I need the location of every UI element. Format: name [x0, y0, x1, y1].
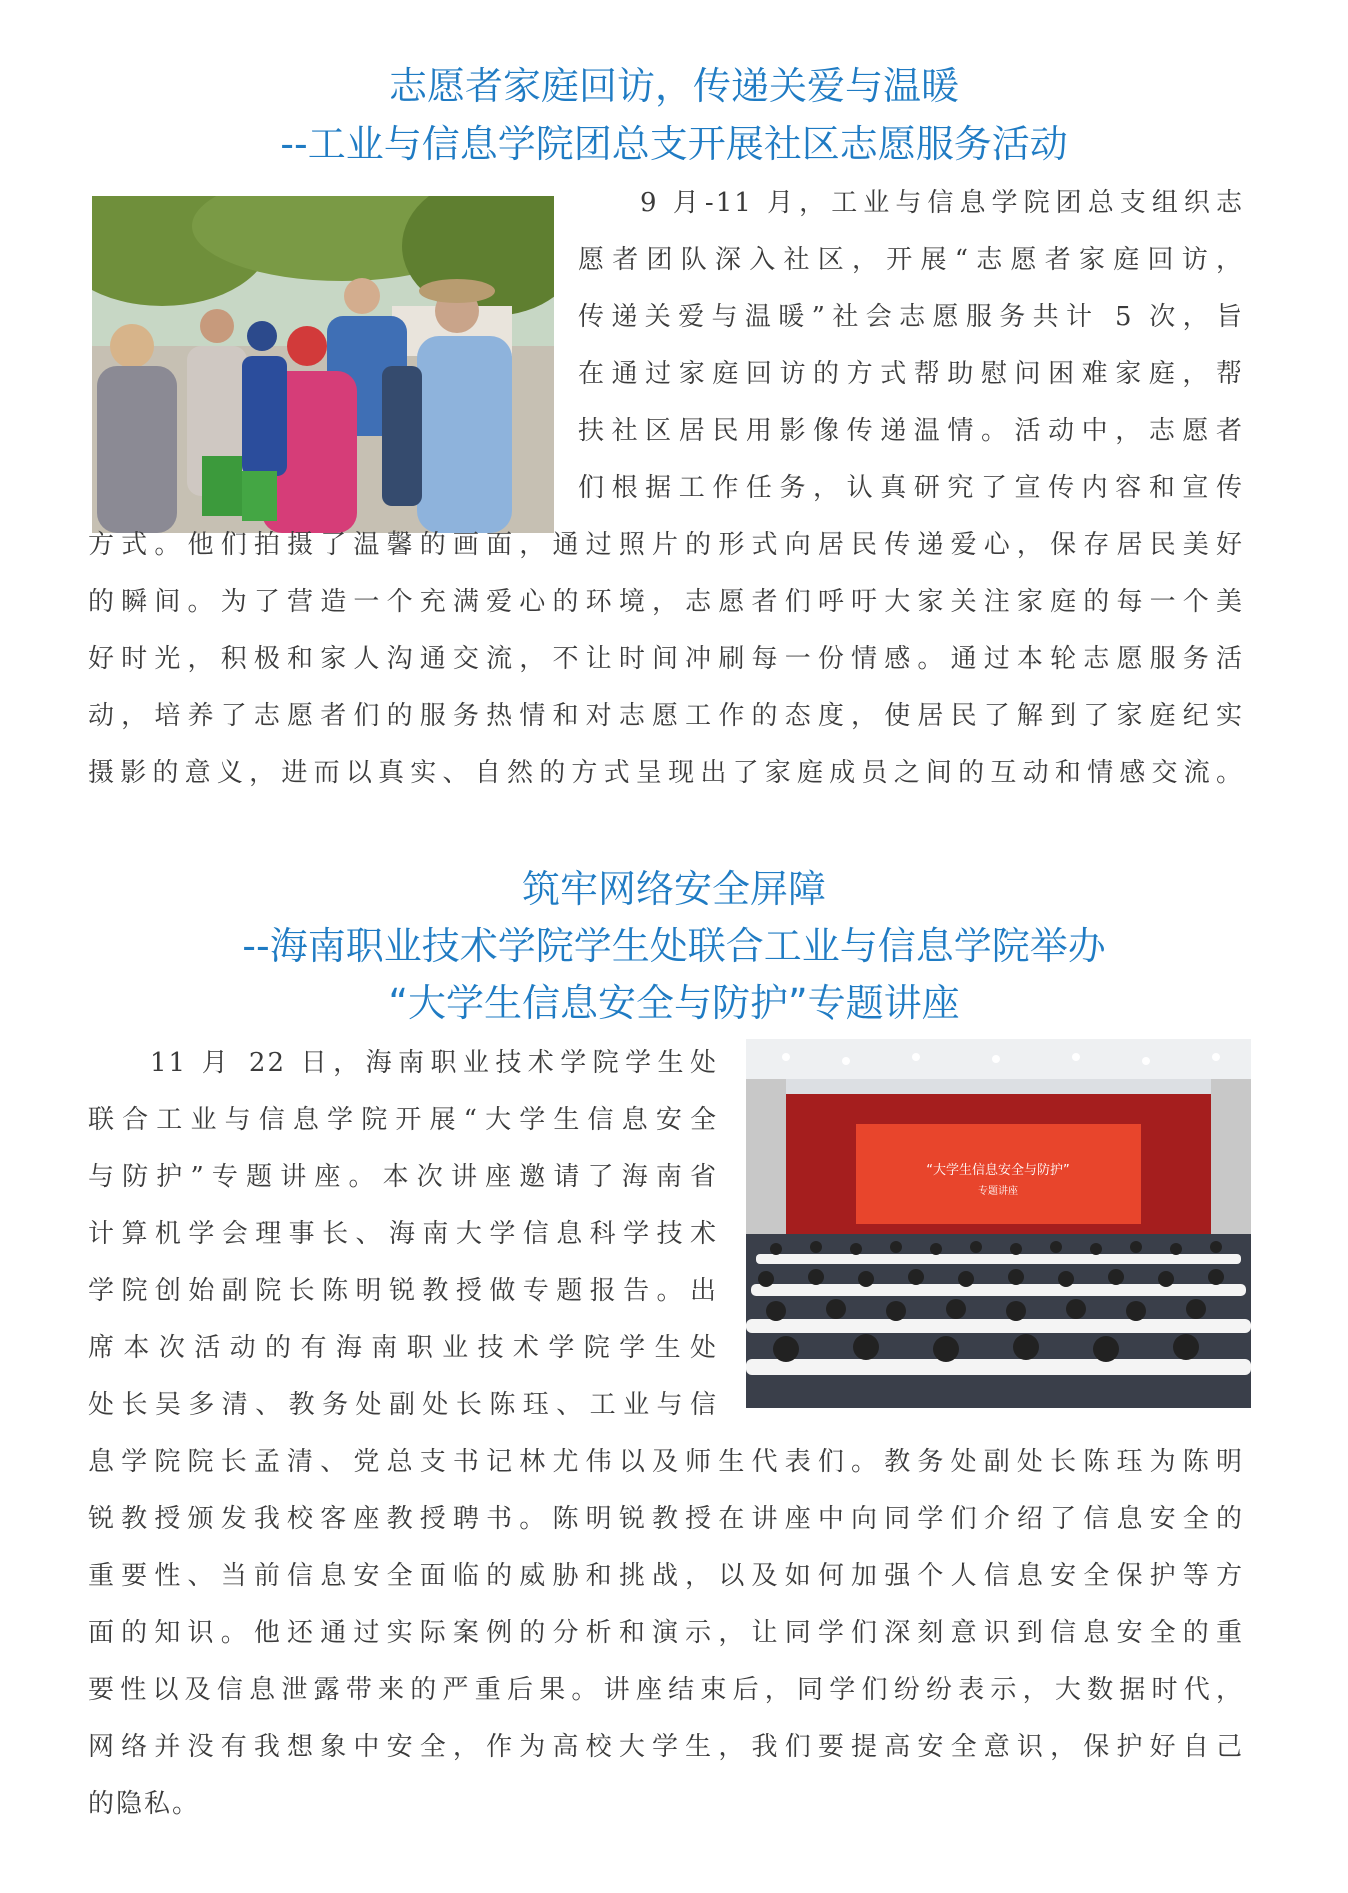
article2-paragraph-line-9: 锐教授颁发我校客座教授聘书。陈明锐教授在讲座中向同学们介绍了信息安全的	[88, 1504, 1244, 1534]
article2-subtitle: --海南职业技术学院学生处联合工业与信息学院举办	[242, 924, 1106, 968]
article2-paragraph-line-11: 面的知识。他还通过实际案例的分析和演示，让同学们深刻意识到信息安全的重	[88, 1618, 1244, 1648]
article1-paragraph-line-5: 扶社区居民用影像传递温情。活动中，志愿者	[578, 416, 1244, 446]
article2-paragraph-line-4: 计算机学会理事长、海南大学信息科学技术	[88, 1219, 718, 1249]
lecture-banner-subtext: 专题讲座	[978, 1186, 1018, 1197]
article1-paragraph-line-10: 动，培养了志愿者们的服务热情和对志愿工作的态度，使居民了解到了家庭纪实	[88, 701, 1244, 731]
article2-paragraph-line-8: 息学院院长孟清、党总支书记林尤伟以及师生代表们。教务处副处长陈珏为陈明	[88, 1447, 1244, 1477]
article2-title: 筑牢网络安全屏障	[521, 867, 826, 911]
article1-paragraph-line-2: 愿者团队深入社区，开展“志愿者家庭回访，	[578, 245, 1244, 275]
article2-subtitle-2: “大学生信息安全与防护”专题讲座	[388, 981, 960, 1025]
article2-paragraph-line-7: 处长吴多清、教务处副处长陈珏、工业与信	[88, 1390, 718, 1420]
article2-paragraph-line-12: 要性以及信息泄露带来的严重后果。讲座结束后，同学们纷纷表示，大数据时代，	[88, 1675, 1244, 1705]
article1-paragraph-line-4: 在通过家庭回访的方式帮助慰问困难家庭，帮	[578, 359, 1244, 389]
article1-paragraph-line-11: 摄影的意义，进而以真实、自然的方式呈现出了家庭成员之间的互动和情感交流。	[88, 758, 1244, 788]
article1-paragraph-line-6: 们根据工作任务，认真研究了宣传内容和宣传	[578, 473, 1244, 503]
article2-paragraph-line-5: 学院创始副院长陈明锐教授做专题报告。出	[88, 1276, 718, 1306]
lecture-banner-text: “大学生信息安全与防护”	[926, 1163, 1070, 1178]
article1-paragraph-line-8: 的瞬间。为了营造一个充满爱心的环境，志愿者们呼吁大家关注家庭的每一个美	[88, 587, 1244, 617]
article2-paragraph-line-1: 11 月 22 日，海南职业技术学院学生处	[150, 1048, 718, 1078]
article2-paragraph-line-14: 的隐私。	[88, 1789, 201, 1819]
article2-paragraph-line-3: 与防护”专题讲座。本次讲座邀请了海南省	[88, 1162, 718, 1192]
article1-title: 志愿者家庭回访，传递关爱与温暖	[388, 64, 959, 108]
article2-paragraph-line-13: 网络并没有我想象中安全，作为高校大学生，我们要提高安全意识，保护好自己	[88, 1732, 1244, 1762]
article2-paragraph-line-2: 联合工业与信息学院开展“大学生信息安全	[88, 1105, 718, 1135]
article1-paragraph-line-1: 9 月-11 月，工业与信息学院团总支组织志	[640, 188, 1244, 218]
volunteer-visit-photo	[92, 196, 554, 533]
article2-paragraph-line-6: 席本次活动的有海南职业技术学院学生处	[88, 1333, 718, 1363]
article1-paragraph-line-7: 方式。他们拍摄了温馨的画面，通过照片的形式向居民传递爱心，保存居民美好	[88, 530, 1244, 560]
article1-subtitle: --工业与信息学院团总支开展社区志愿服务活动	[280, 122, 1068, 166]
article1-paragraph-line-3: 传递关爱与温暖”社会志愿服务共计 5 次，旨	[578, 302, 1244, 332]
lecture-hall-photo	[746, 1039, 1251, 1408]
article1-paragraph-line-9: 好时光，积极和家人沟通交流，不让时间冲刷每一份情感。通过本轮志愿服务活	[88, 644, 1244, 674]
article2-paragraph-line-10: 重要性、当前信息安全面临的威胁和挑战，以及如何加强个人信息安全保护等方	[88, 1561, 1244, 1591]
